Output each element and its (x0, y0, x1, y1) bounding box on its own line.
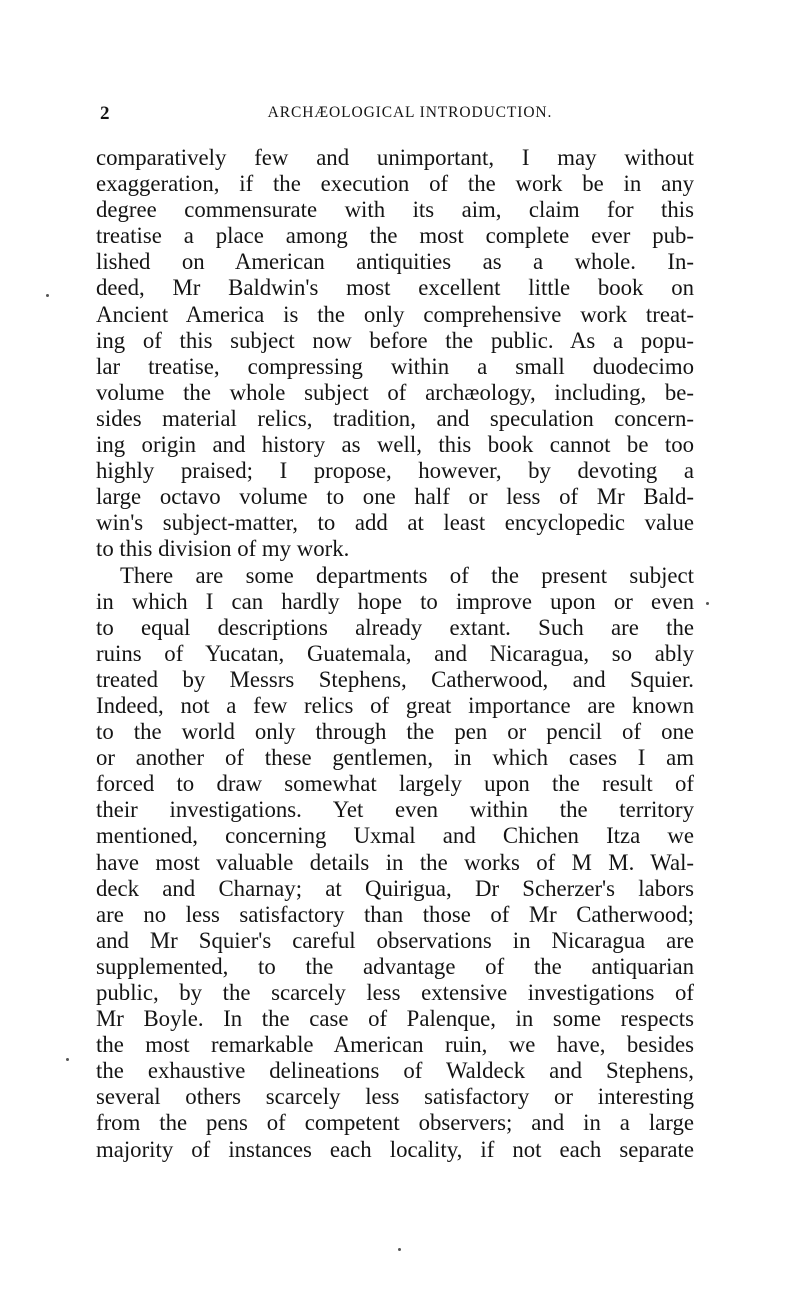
body-text (96, 145, 694, 1163)
text-line: ing origin and history as well, this book cannot be too (96, 432, 694, 458)
text-line: Mr Boyle. In the case of Palenque, in some respects (96, 1006, 694, 1032)
paper-speck (66, 1058, 69, 1061)
text-line: There are some departments of the present subject (120, 562, 694, 588)
text-line: deck and Charnay; at Quirigua, Dr Scherzer's labors (96, 875, 694, 901)
text-line: in which I can hardly hope to improve upon or even (96, 588, 694, 614)
text-line: supplemented, to the advantage of the antiquarian (96, 953, 694, 979)
paragraph-2 (96, 563, 694, 1163)
text-line: ruins of Yucatan, Guatemala, and Nicaragua, so ably (96, 640, 694, 666)
text-line: from the pens of competent observers; and in a large (96, 1110, 694, 1136)
text-line: to equal descriptions already extant. Such are the (96, 614, 694, 640)
paper-speck (46, 294, 49, 297)
text-line: are no less satisfactory than those of Mr Catherwood; (96, 901, 694, 927)
text-line: their investigations. Yet even within the territory (96, 797, 694, 823)
page-number: 2 (100, 103, 110, 124)
text-line: treated by Messrs Stephens, Catherwood, and Squier. (96, 666, 694, 692)
paragraph-1 (96, 145, 694, 563)
running-head (100, 103, 690, 129)
text-line: sides material relics, tradition, and speculation concern- (96, 405, 694, 431)
text-line: the exhaustive delineations of Waldeck and Stephens, (96, 1058, 694, 1084)
text-line: ing of this subject now before the public. As a popu- (96, 327, 694, 353)
text-line: exaggeration, if the execution of the work be in any (96, 171, 694, 197)
text-line: mentioned, concerning Uxmal and Chichen Itza we (96, 823, 694, 849)
text-line: and Mr Squier's careful observations in Nicaragua are (96, 927, 694, 953)
text-line: large octavo volume to one half or less of Mr Bald- (96, 484, 694, 510)
text-line: Indeed, not a few relics of great importance are known (96, 692, 694, 718)
text-line: Ancient America is the only comprehensive work treat- (96, 301, 694, 327)
text-line: comparatively few and unimportant, I may without (96, 145, 694, 170)
text-line: majority of instances each locality, if not each separate (96, 1136, 694, 1162)
text-line: forced to draw somewhat largely upon the result of (96, 771, 694, 797)
text-line: have most valuable details in the works of M M. Wal- (96, 849, 694, 875)
paper-speck (398, 1248, 401, 1251)
running-title: ARCHÆOLOGICAL INTRODUCTION. (267, 104, 553, 121)
text-line: public, by the scarcely less extensive investigations of (96, 980, 694, 1005)
text-line: lar treatise, compressing within a small duodecimo (96, 353, 694, 379)
text-line: to this division of my work. (96, 536, 350, 562)
text-line: to the world only through the pen or pencil of one (96, 719, 694, 745)
text-line: or another of these gentlemen, in which cases I am (96, 745, 694, 771)
text-line: the most remarkable American ruin, we have, besides (96, 1032, 694, 1058)
text-line: deed, Mr Baldwin's most excellent little book on (96, 275, 694, 301)
text-line: several others scarcely less satisfactory or interesting (96, 1084, 694, 1110)
text-line: degree commensurate with its aim, claim for this (96, 197, 694, 223)
text-line: lished on American antiquities as a whole. In- (96, 249, 694, 275)
text-line: volume the whole subject of archæology, including, be- (96, 379, 694, 405)
text-line: win's subject-matter, to add at least encyclopedic value (96, 510, 694, 536)
text-line: highly praised; I propose, however, by devoting a (96, 458, 694, 484)
text-line: treatise a place among the most complete ever pub- (96, 223, 694, 249)
paper-speck (706, 602, 709, 605)
